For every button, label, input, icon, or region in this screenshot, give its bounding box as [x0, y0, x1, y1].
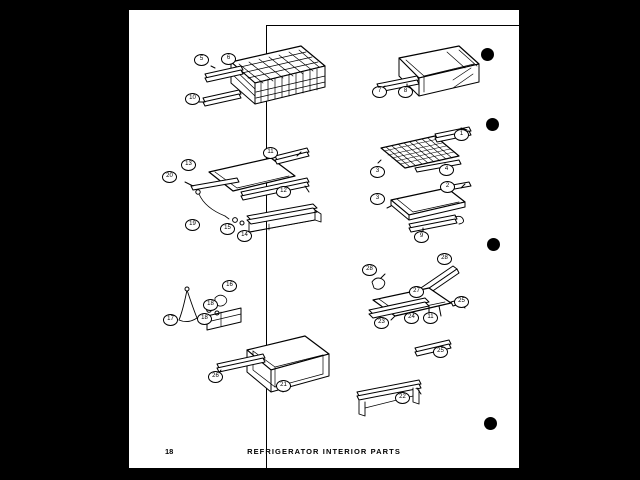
callout-13: 13 [181, 159, 196, 171]
callout-17: 17 [163, 314, 178, 326]
callout-20: 20 [162, 171, 177, 183]
callout-11a: 11 [263, 147, 278, 159]
callout-24: 24 [404, 312, 419, 324]
callout-3a: 3 [370, 166, 385, 178]
callout-1: 1 [454, 129, 469, 141]
callout-3b: 3 [370, 193, 385, 205]
callout-27: 27 [409, 286, 424, 298]
callout-18b: 18 [203, 299, 218, 311]
callout-11b: 11 [423, 312, 438, 324]
part-pan-support [357, 380, 421, 416]
callout-16: 16 [222, 280, 237, 292]
binder-hole-4 [484, 417, 497, 430]
part-glass-shelf-right [387, 182, 471, 233]
callout-12: 12 [276, 186, 291, 198]
callout-18a: 18 [197, 313, 212, 325]
part-crisper-cover [369, 266, 467, 356]
callout-9: 9 [414, 231, 429, 243]
callout-10: 10 [185, 93, 200, 105]
paper-sheet [129, 10, 519, 468]
callout-25a: 25 [454, 296, 469, 308]
callout-5: 5 [194, 54, 209, 66]
callout-14: 14 [237, 230, 252, 242]
scan-edge-band [0, 468, 640, 480]
callout-6: 6 [221, 53, 236, 65]
callout-2: 2 [440, 181, 455, 193]
footer-title: REFRIGERATOR INTERIOR PARTS [247, 447, 401, 456]
callout-8: 8 [398, 86, 413, 98]
callout-7: 7 [372, 86, 387, 98]
parts-illustration [129, 10, 519, 468]
callout-25b: 25 [433, 346, 448, 358]
part-meat-pan [377, 46, 479, 96]
callout-22: 22 [395, 392, 410, 404]
callout-19: 19 [185, 219, 200, 231]
page-number: 18 [165, 447, 174, 456]
callout-28b: 28 [437, 253, 452, 265]
part-glass-shelf-left [185, 148, 321, 232]
binder-hole-3 [487, 238, 500, 251]
callout-28a: 28 [362, 264, 377, 276]
binder-hole-1 [481, 48, 494, 61]
callout-15: 15 [220, 223, 235, 235]
callout-21: 21 [276, 380, 291, 392]
part-wire-basket [199, 46, 325, 106]
callout-26: 26 [208, 371, 223, 383]
callout-23: 23 [374, 317, 389, 329]
callout-4: 4 [439, 164, 454, 176]
binder-hole-2 [486, 118, 499, 131]
part-crisper-pan [179, 287, 329, 392]
